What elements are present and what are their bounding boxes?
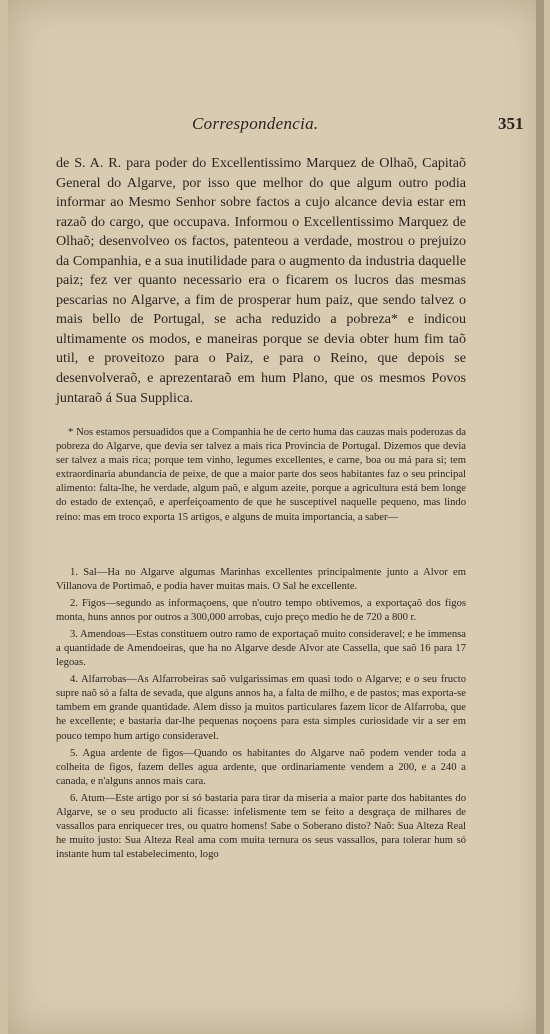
list-item-alfarrobas: 4. Alfarrobas—As Alfarrobeiras saõ vulgarissimas em quasi todo o Algarve; e o seu fructo supre naõ só a falta de sevada, que alguns annos ha, a falta de milho, e de pastos; mas exporta-se tambem em grande quantidade. Alem disso ja muitos particulares fazem licor de Alfarroba, que he excellente; e bastaria dar-lhe pequenas noçoens para esta simples curiosidade vir a ser em pouco tempo hum artigo consideravel.: [56, 674, 466, 742]
book-page: [8, 0, 544, 1034]
main-paragraph: de S. A. R. para poder do Excellentissimo Marquez de Olhaõ, Capitaõ General do Algarve, por isso que melhor do que algum outro podia informar ao Mesmo Senhor sobre factos a cujo alcance devia estar em razaõ do cargo, que occupava. Informou o Excellentissimo Marquez de Olhaõ; desenvolveo os factos, patenteou a verdade, mostrou o prejuizo da Companhia, e a sua inutilidade para o augmento da industria daquelle paiz; fez ver quanto necessario era o ficarem os lucros das mesmas pescarias no Algarve, a fim de prosperar hum paiz, que sendo talvez o mais bello de Portugal, se acha reduzido a pobreza* e indicou ultimamente os modos, e maneiras porque se devia obter hum fim taõ util, e proveitozo para o Paiz, e para o Reino, que depois se desenvolveraõ, e aprezentaraõ em hum Plano, que os mesmos Povos juntaraõ á Sua Supplica.: [56, 155, 466, 406]
list-item-agua-ardente: 5. Agua ardente de figos—Quando os habitantes do Algarve naõ podem vender toda a colheita de figos, fazem delles agua ardente, que ordinariamente vendem a 200, e a 240 a canada, e n'alguns annos mais cara.: [56, 747, 466, 787]
export-list: [56, 566, 466, 865]
footnote-intro: * Nos estamos persuadidos que a Companhia he de certo huma das cauzas mais poderozas da pobreza do Algarve, que devia ser talvez a mais rica Provincia de Portugal. Dizemos que devia ser talvez a mais rica; porque tem vinho, legumes excellentes, e carne, boa ou má para si; tem extraordinaria abundancia de peixe, de que a maior parte dos seos habitantes faz o seu principal alimento: falta-lhe, he verdade, algum paõ, e algum azeite, porque a agricultura está bem longe do estado de extençaõ, e aperfeiçoamento de que he susceptivel naquelle pequeno, mas lindo reino: mas em troco exporta 15 artigos, e alguns de muita importancia, a saber—: [56, 427, 466, 523]
page-edge: [536, 0, 544, 1034]
page-number: 351: [498, 114, 524, 133]
page-header: [8, 114, 544, 138]
list-item-amendoas: 3. Amendoas—Estas constituem outro ramo de exportaçaõ muito consideravel; e he immensa a quantidade de Amendoeiras, que ha no Algarve desde Alvor ate Cassella, que saõ 16 para 17 legoas.: [56, 629, 466, 669]
list-item-figos: 2. Figos—segundo as informaçoens, que n'outro tempo obtivemos, a exportaçaõ dos figos monta, huns annos por outros a 300,000 arrobas, cujo preço medio he de 720 a 800 r.: [56, 598, 466, 624]
running-title: Correspondencia.: [192, 114, 319, 133]
main-text-block: [56, 154, 466, 408]
list-item-sal: 1. Sal—Ha no Algarve algumas Marinhas excellentes principalmente junto a Alvor em Villanova de Portimaõ, e podia haver muitas mais. O Sal he excellente.: [56, 567, 466, 593]
list-item-atum: 6. Atum—Este artigo por si só bastaria para tirar da miseria a maior parte dos habitantes do Algarve, se o seu producto ali ficasse: infelismente tem se feito a desgraça de milhares de vassallos para enriquecer tres, ou quatro homens! Sabe o Soberano disto? Naõ: Sua Alteza Real he muito justo: Sua Alteza Real ama com muita ternura os seus vassallos, para tolerar hum só instante hum tal estabelecimento, logo: [56, 792, 466, 860]
footnote: [56, 426, 466, 525]
